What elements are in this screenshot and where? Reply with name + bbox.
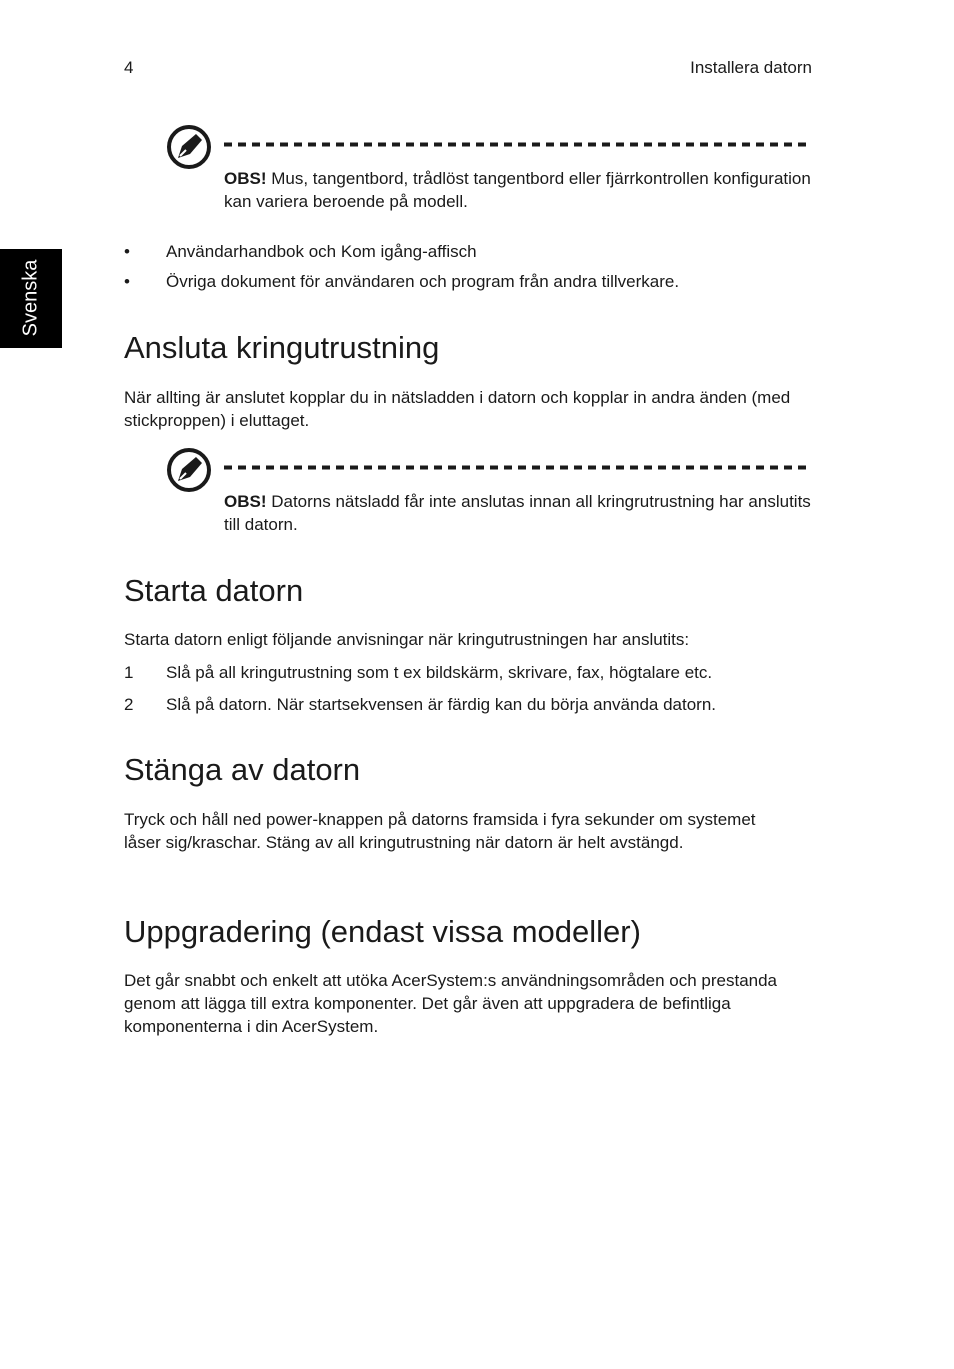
note-label: OBS! [224, 169, 267, 188]
section-body: Tryck och håll ned power-knappen på datorns framsida i fyra sekunder om systemet låser sig/kraschar. Stäng av all kringutrustning när datorn är helt avstängd. [124, 810, 756, 852]
list-item: Övriga dokument för användaren och program från andra tillverkare. [166, 272, 680, 291]
list-item: Användarhandbok och Kom igång-affisch [166, 242, 477, 261]
step-text: Slå på datorn. När startsekvensen är färdig kan du börja använda datorn. [166, 695, 717, 714]
note-pen-icon [166, 447, 212, 493]
language-tab-label: Svenska [19, 259, 42, 337]
section-body: Det går snabbt och enkelt att utöka AcerSystem:s användningsområden och prestanda genom att lägga till extra komponenter. Det går även att uppgradera de befintliga komponenterna i din AcerSystem. [124, 971, 778, 1036]
step-text: Slå på all kringutrustning som t ex bildskärm, skrivare, fax, högtalare etc. [166, 663, 713, 682]
language-tab [0, 249, 62, 348]
section-body: Starta datorn enligt följande anvisningar när kringutrustningen har anslutits: [124, 630, 690, 649]
bullet-marker: • [124, 272, 130, 291]
note-text: OBS! Mus, tangentbord, trådlöst tangentbord eller fjärrkontrollen konfiguration kan variera beroende på modell. [224, 169, 811, 211]
section-heading: Starta datorn [124, 573, 304, 608]
step-number: 2 [124, 695, 134, 714]
note-divider [224, 465, 810, 470]
section-heading: Ansluta kringutrustning [124, 330, 440, 365]
bullet-marker: • [124, 242, 130, 261]
running-header: Installera datorn [690, 58, 812, 77]
note-text: OBS! Datorns nätsladd får inte anslutas innan all kringrutrustning har anslutits till datorn. [224, 492, 811, 534]
note-label: OBS! [224, 492, 267, 511]
page-number: 4 [124, 58, 134, 77]
section-body: När allting är anslutet kopplar du in nätsladden i datorn och kopplar in andra änden (med stickproppen) i eluttaget. [124, 388, 791, 430]
section-heading: Uppgradering (endast vissa modeller) [124, 914, 641, 949]
step-number: 1 [124, 663, 134, 682]
note-pen-icon [166, 124, 212, 170]
section-heading: Stänga av datorn [124, 752, 361, 787]
note-divider [224, 142, 810, 147]
